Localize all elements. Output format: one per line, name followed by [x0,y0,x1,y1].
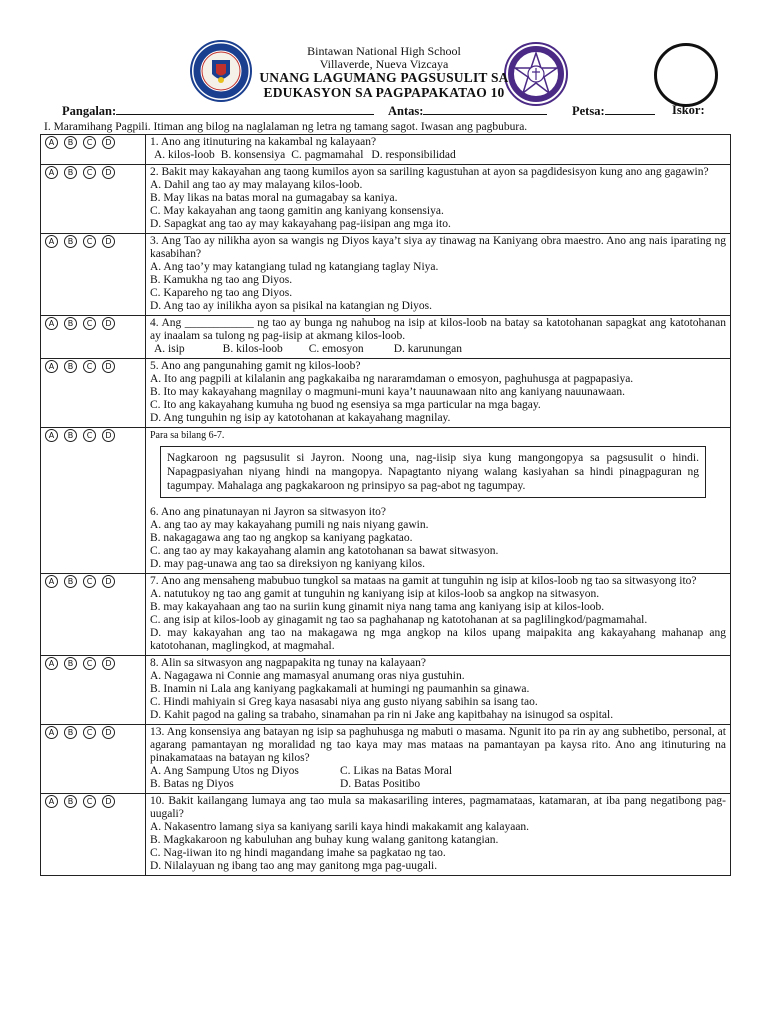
question-stem: 10. Bakit kailangang lumaya ang tao mula sa makasariling interes, pagmamataas, katamaran, at iba pang negatibong pag-uugali? [150,795,726,820]
choice-c: C. Hindi mahiyain si Greg kaya nasasabi niya ang gusto niyang sabihin sa isang tao. [150,696,538,708]
choice-d: D. Sapagkat ang tao ay may kakayahang pag-iisipan ang mga ito. [150,218,451,230]
question-stem: 6. Ano ang pinatunayan ni Jayron sa sitwasyon ito? [150,506,387,518]
question-stem: 3. Ang Tao ay nilikha ayon sa wangis ng Diyos kaya’t siya ay tinawag na Kaniyang obra maestro. Ano ang nais iparating ng kasabihan? [150,235,726,260]
answer-bubbles [41,428,146,574]
question-cell [146,359,731,428]
answer-bubbles [41,234,146,316]
answer-bubble-a[interactable]: A [45,575,58,588]
choice-d: D. may pag-unawa ang tao sa direksiyon ng kaniyang kilos. [150,558,425,570]
answer-bubbles [41,135,146,165]
answer-bubble-b[interactable]: B [64,575,77,588]
choice-a: A. Nakasentro lamang siya sa kaniyang sarili kaya hindi makakamit ang kalayaan. [150,821,530,833]
question-row [41,794,731,876]
exam-title-line1: UNANG LAGUMANG PAGSUSULIT SA [259,70,509,85]
choice-d: D. Batas Positibo [340,778,421,790]
choice-d: D. Ang tao ay inilikha ayon sa pisikal na katangian ng Diyos. [150,300,433,312]
choice-b: B. May likas na batas moral na gumagabay sa kaniya. [150,192,398,204]
answer-bubble-a[interactable]: A [45,166,58,179]
answer-bubble-c[interactable]: C [83,317,96,330]
answer-bubble-b[interactable]: B [64,136,77,149]
choice-d: D. may kakayahan ang tao na makagawa ng mga angkop na kilos upang maipakita ang kakayahang mahanap ang katotohanan, maglingkod, at magmahal. [150,627,726,652]
answer-bubble-b[interactable]: B [64,235,77,248]
question-stem: 7. Ano ang mensaheng mabubuo tungkol sa mataas na gamit at tunguhin ng isip at kilos-loob ng tao sa sitwasyong ito? [150,575,697,587]
choice-b: B. Batas ng Diyos [150,778,234,790]
passage-intro: Para sa bilang 6-7. [150,430,225,441]
choice-c: C. ang tao ay may kakayahang alamin ang katotohanan sa bawat sitwasyon. [150,545,499,557]
choice-row [150,343,726,356]
question-row [41,428,731,574]
question-stem: 13. Ang konsensiya ang batayan ng isip sa paghuhusga ng mabuti o masama. Ngunit ito pa rin ay ang subhetibo, personal, at agarang pamantayan ng moralidad ng tao kaya may mas mataas na pamantayan pa kaysa rito. Ano ang itinuturing na pinakamataas na batayan ng kilos? [150,726,726,764]
question-cell [146,574,731,656]
choice-b: B. nakagagawa ang tao ng angkop sa kaniyang pagkatao. [150,532,413,544]
answer-bubble-b[interactable]: B [64,360,77,373]
answer-bubble-d[interactable]: D [102,166,115,179]
choice-a: A. Dahil ang tao ay may malayang kilos-loob. [150,179,363,191]
choice-a: A. Nagagawa ni Connie ang mamasyal anumang oras niya gustuhin. [150,670,465,682]
answer-bubble-c[interactable]: C [83,136,96,149]
answer-bubble-d[interactable]: D [102,726,115,739]
answer-bubble-b[interactable]: B [64,166,77,179]
question-row [41,725,731,794]
reading-passage: Nagkaroon ng pagsusulit si Jayron. Noong una, nag-iisip siya kung mangongopya sa pagsusulit o hindi. Napagpasiyahan niyang hindi na mangopya. Napagtanto niyang walang kasiyahan sa hindi pinagpaguran ng tagumpay. Mahalaga ang pagkakaroon ng prinsipyo sa pag-abot ng tagumpay. [160,446,706,498]
choice-a: A. natutukoy ng tao ang gamit at tunguhin ng kaniyang isip at kilos-loob sa angkop na sitwasyon. [150,588,600,600]
question-stem: 8. Alin sa sitwasyon ang nagpapakita ng tunay na kalayaan? [150,657,426,669]
school-location: Villaverde, Nueva Vizcaya [319,57,449,71]
answer-bubble-a[interactable]: A [45,136,58,149]
choice-b: B. Inamin ni Lala ang kaniyang pagkakamali at humingi ng paumanhin sa ginawa. [150,683,530,695]
name-label: Pangalan: [62,104,117,118]
question-cell [146,234,731,316]
choice-a: A. Ang tao’y may katangiang tulad ng katangiang taglay Niya. [150,261,439,273]
exam-title-line2: EDUKASYON SA PAGPAPAKATAO 10 [263,85,505,100]
choice-b: B. Magkakaroon ng kabuluhan ang buhay kung walang ganitong katangian. [150,834,499,846]
choice-d: D. Nilalayuan ng ibang tao ang may ganitong mga pag-uugali. [150,860,438,872]
instructions: I. Maramihang Pagpili. Itiman ang bilog na naglalaman ng letra ng tamang sagot. Iwasan ang pagbubura. [44,121,528,133]
answer-bubble-c[interactable]: C [83,726,96,739]
answer-bubble-d[interactable]: D [102,235,115,248]
question-row [41,656,731,725]
answer-bubbles [41,574,146,656]
question-cell [146,316,731,359]
choice-a: A. Ito ang pagpili at kilalanin ang pagkakaiba ng nararamdaman o emosyon, paghuhusga at pagpapasiya. [150,373,634,385]
choice-c: C. Likas na Batas Moral [340,765,453,777]
choice-b: B. Ito may kakayahang magnilay o magmuni-muni kaya’t nauunawaan nito ang kaniyang nauunawaan. [150,386,625,398]
question-cell [146,656,731,725]
score-field [672,103,705,118]
answer-bubble-d[interactable]: D [102,795,115,808]
answer-bubble-a[interactable]: A [45,726,58,739]
question-cell [146,135,731,165]
answer-bubble-c[interactable]: C [83,575,96,588]
name-line[interactable] [116,103,374,115]
choice-row [150,765,726,778]
question-stem: 4. Ang ____________ ng tao ay bunga ng nahubog na isip at kilos-loob na batay sa katotohanan sapagkat ang katotohanan ay inaalam sa tulong ng pag-iisip at akmang kilos-loob. [150,317,726,342]
question-row [41,165,731,234]
answer-bubbles [41,794,146,876]
question-stem: 2. Bakit may kakayahan ang taong kumilos ayon sa sariling kagustuhan at ayon sa pagdidesisyon kung ano ang gagawin? [150,166,709,178]
section-line[interactable] [423,103,547,115]
answer-bubbles [41,725,146,794]
question-cell [146,725,731,794]
question-cell [146,428,731,574]
answer-bubble-d[interactable]: D [102,317,115,330]
choice-b: B. Kamukha ng tao ang Diyos. [150,274,293,286]
choice-a: A. Ang Sampung Utos ng Diyos [150,765,299,777]
question-stem: 1. Ano ang itinuturing na kakambal ng kalayaan? [150,136,377,148]
school-name: Bintawan National High School [307,44,461,58]
answer-bubble-d[interactable]: D [102,136,115,149]
answer-bubble-a[interactable]: A [45,429,58,442]
answer-bubble-d[interactable]: D [102,657,115,670]
section-field[interactable] [388,103,547,119]
answer-bubbles [41,359,146,428]
answer-bubbles [41,656,146,725]
choice-c: C. emosyon [308,343,364,355]
question-row [41,574,731,656]
choice-c: C. pagmamahal [291,149,364,161]
answer-bubble-b[interactable]: B [64,429,77,442]
choice-c: C. Nag-iiwan ito ng hindi magandang imahe sa pagkatao ng tao. [150,847,446,859]
choice-b: B. may kakayahaan ang tao na suriin kung ginamit niya nang tama ang kaniyang isip at kilos-loob. [150,601,605,613]
answer-bubble-b[interactable]: B [64,317,77,330]
answer-bubble-b[interactable]: B [64,795,77,808]
choice-b: B. konsensiya [220,149,286,161]
answer-bubble-c[interactable]: C [83,360,96,373]
date-line[interactable] [605,103,655,115]
choice-a: A. ang tao ay may kakayahang pumili ng nais niyang gawin. [150,519,429,531]
answer-bubble-a[interactable]: A [45,360,58,373]
choice-d: D. Kahit pagod na galing sa trabaho, sinamahan pa rin ni Jake ang kapitbahay na isinugod sa ospital. [150,709,614,721]
date-field[interactable] [572,103,655,119]
answer-bubble-a[interactable]: A [45,235,58,248]
answer-bubble-b[interactable]: B [64,726,77,739]
choice-d: D. responsibilidad [371,149,456,161]
choice-a: A. kilos-loob [154,149,215,161]
answer-bubble-d[interactable]: D [102,360,115,373]
question-row [41,359,731,428]
choice-c: C. ang isip at kilos-loob ay ginagamit ng tao sa paghahanap ng katotohanan at sa paglilingkod/pagmamahal. [150,614,648,626]
answer-bubble-d[interactable]: D [102,575,115,588]
answer-bubble-c[interactable]: C [83,235,96,248]
answer-bubble-c[interactable]: C [83,429,96,442]
questions-table [40,134,731,876]
answer-bubbles [41,165,146,234]
answer-bubbles [41,316,146,359]
choice-d: D. Ang tunguhin ng isip ay katotohanan at kakayahang magnilay. [150,412,451,424]
date-label: Petsa: [572,104,605,118]
question-stem: 5. Ano ang pangunahing gamit ng kilos-loob? [150,360,361,372]
name-field[interactable] [62,103,374,119]
question-row [41,135,731,165]
choice-b: B. kilos-loob [222,343,283,355]
question-row [41,234,731,316]
answer-bubble-a[interactable]: A [45,317,58,330]
choice-c: C. May kakayahan ang taong gamitin ang kaniyang konsensiya. [150,205,444,217]
answer-bubble-c[interactable]: C [83,166,96,179]
choice-d: D. karunungan [393,343,463,355]
answer-bubble-a[interactable]: A [45,657,58,670]
answer-bubble-c[interactable]: C [83,795,96,808]
choice-row [150,149,726,162]
choice-c: C. Ito ang kakayahang kumuha ng buod ng esensiya sa mga particular na mga bagay. [150,399,541,411]
choice-c: C. Kapareho ng tao ang Diyos. [150,287,293,299]
answer-bubble-a[interactable]: A [45,795,58,808]
answer-bubble-d[interactable]: D [102,429,115,442]
question-row [41,316,731,359]
answer-bubble-b[interactable]: B [64,657,77,670]
answer-bubble-c[interactable]: C [83,657,96,670]
score-label: Iskor: [672,103,705,117]
question-cell [146,165,731,234]
question-cell [146,794,731,876]
choice-a: A. isip [154,343,185,355]
section-label: Antas: [388,104,424,118]
choice-row [150,778,726,791]
